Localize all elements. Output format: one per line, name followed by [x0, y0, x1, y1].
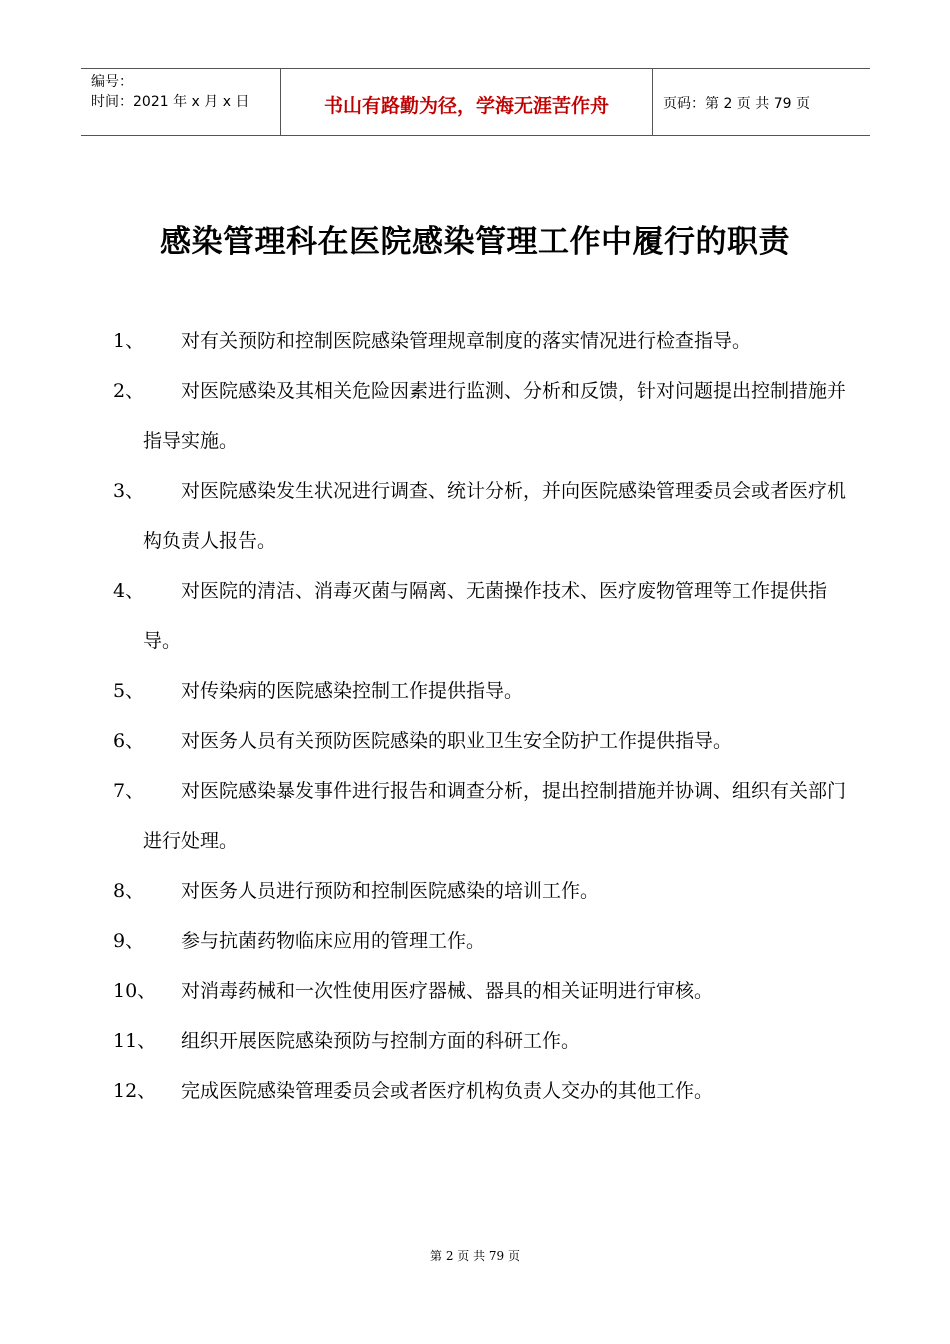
item-text: 组织开展医院感染预防与控制方面的科研工作。	[181, 1030, 581, 1052]
item-text: 对医院的清洁、消毒灭菌与隔离、无菌操作技术、医疗废物管理等工作提供指导。	[143, 580, 828, 652]
item-text: 对医务人员进行预防和控制医院感染的培训工作。	[181, 880, 600, 902]
list-item	[113, 766, 853, 866]
list-item	[113, 316, 853, 366]
item-number: 11、	[113, 1030, 157, 1052]
item-text: 完成医院感染管理委员会或者医疗机构负责人交办的其他工作。	[181, 1080, 714, 1102]
item-text: 对医院感染及其相关危险因素进行监测、分析和反馈，针对问题提出控制措施并指导实施。	[143, 380, 847, 452]
item-text: 对医院感染发生状况进行调查、统计分析，并向医院感染管理委员会或者医疗机构负责人报告。	[143, 480, 847, 552]
item-number: 2、	[113, 380, 145, 402]
document-title: 感染管理科在医院感染管理工作中履行的职责	[160, 224, 790, 260]
item-number: 6、	[113, 730, 145, 752]
time-label: 时间：2021 年 x 月 x 日	[91, 94, 250, 110]
item-text: 对消毒药械和一次性使用医疗器械、器具的相关证明进行审核。	[181, 980, 714, 1002]
list-item	[113, 1066, 853, 1116]
header-motto: 书山有路勤为径，学海无涯苦作舟	[281, 69, 653, 135]
list-item	[113, 566, 853, 666]
list-item	[113, 866, 853, 916]
number-label: 编号：	[91, 74, 133, 90]
list-item	[113, 716, 853, 766]
header-meta	[81, 69, 281, 135]
page-footer: 第 2 页 共 79 页	[430, 1249, 520, 1263]
item-number: 9、	[113, 930, 145, 952]
page-header	[81, 68, 870, 136]
item-text: 参与抗菌药物临床应用的管理工作。	[181, 930, 486, 952]
list-item	[113, 466, 853, 566]
item-number: 1、	[113, 330, 145, 352]
item-number: 3、	[113, 480, 145, 502]
item-number: 5、	[113, 680, 145, 702]
duty-list	[113, 316, 853, 1116]
list-item	[113, 366, 853, 466]
item-number: 7、	[113, 780, 145, 802]
header-page-info: 页码：第 2 页 共 79 页	[663, 96, 810, 112]
item-text: 对医务人员有关预防医院感染的职业卫生安全防护工作提供指导。	[181, 730, 733, 752]
item-number: 10、	[113, 980, 157, 1002]
item-text: 对有关预防和控制医院感染管理规章制度的落实情况进行检查指导。	[181, 330, 752, 352]
item-number: 8、	[113, 880, 145, 902]
item-number: 12、	[113, 1080, 157, 1102]
item-number: 4、	[113, 580, 145, 602]
list-item	[113, 916, 853, 966]
item-text: 对医院感染暴发事件进行报告和调查分析，提出控制措施并协调、组织有关部门进行处理。	[143, 780, 847, 852]
item-text: 对传染病的医院感染控制工作提供指导。	[181, 680, 524, 702]
list-item	[113, 666, 853, 716]
list-item	[113, 1016, 853, 1066]
list-item	[113, 966, 853, 1016]
